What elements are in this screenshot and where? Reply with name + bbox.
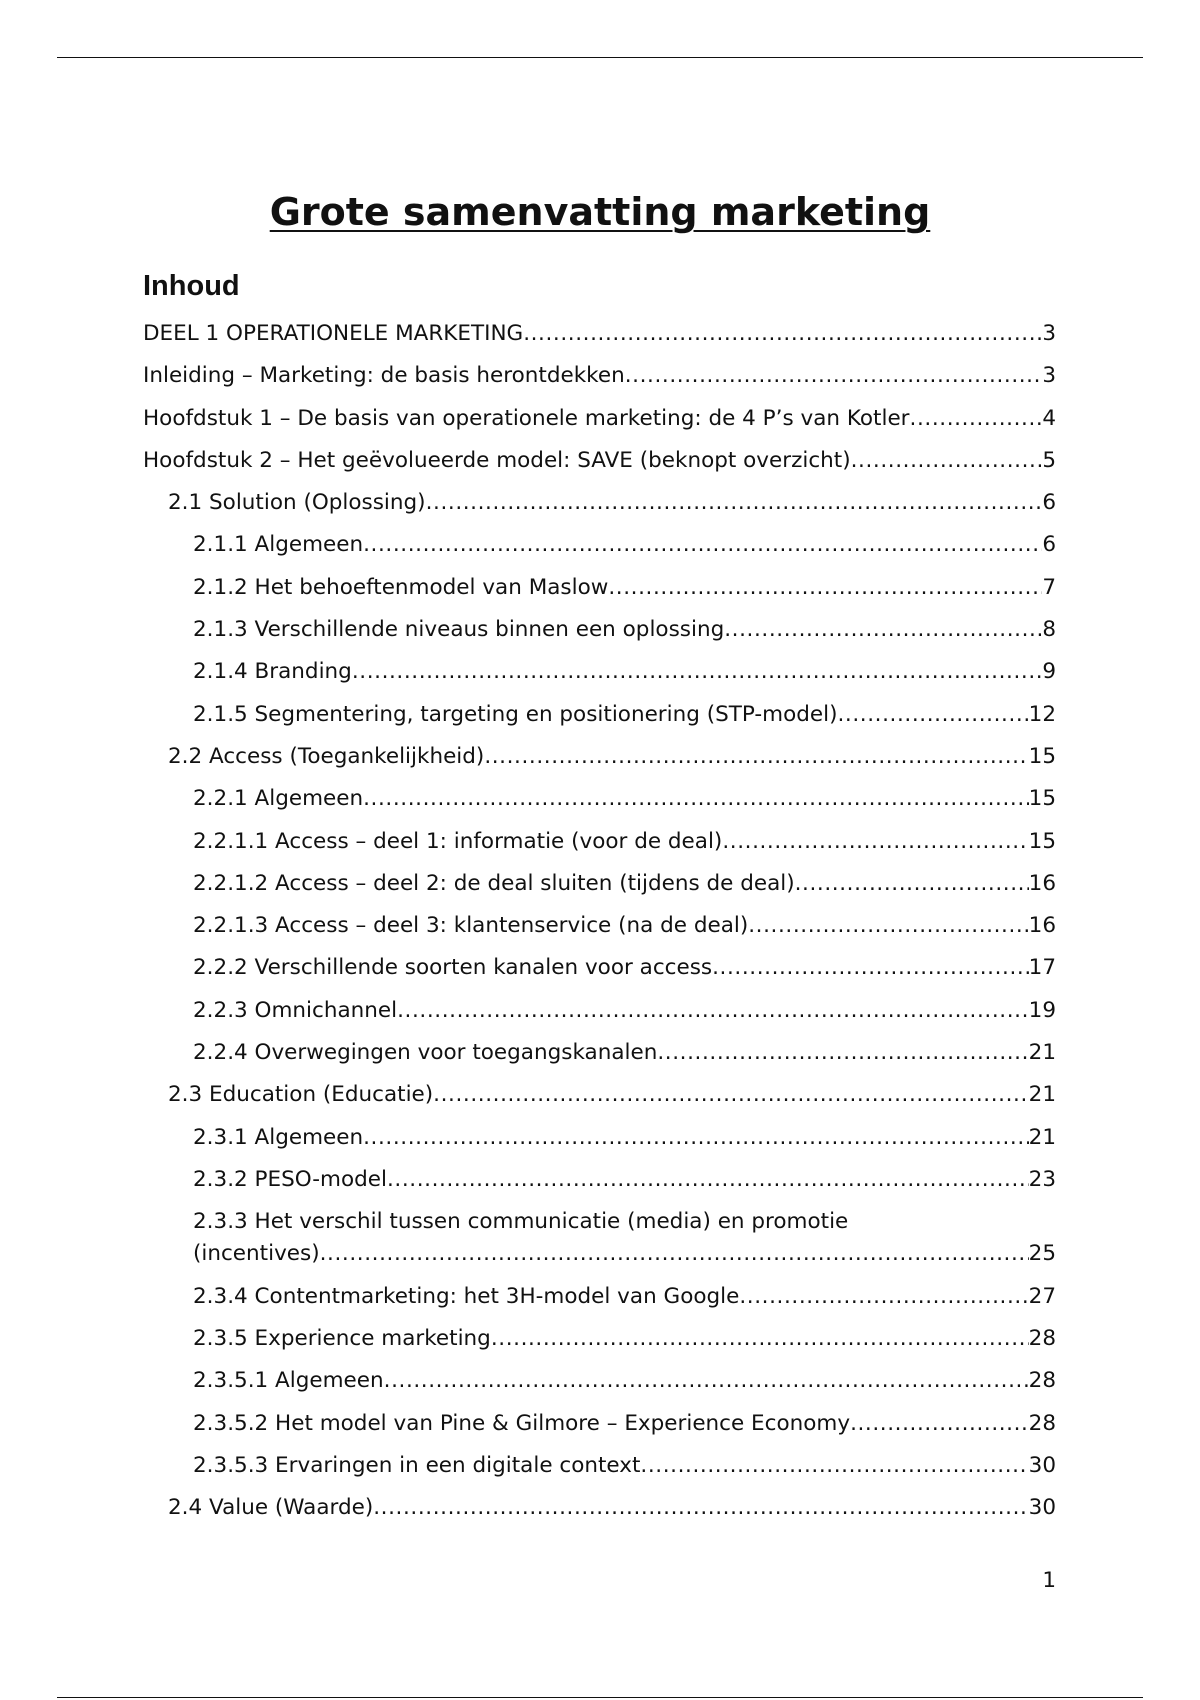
toc-entry-page: 27 [1028,1283,1056,1309]
toc-entry[interactable] [143,1492,1056,1534]
toc-entry-page: 28 [1028,1326,1056,1352]
toc-entry-line [143,318,1056,350]
dot-leader [373,1492,1028,1524]
toc-entry[interactable] [143,403,1056,445]
toc-entry-title: Inleiding – Marketing: de basis herontdekken [143,363,625,389]
toc-entry-page: 25 [1028,1241,1056,1267]
toc-heading: Inhoud [143,270,240,302]
toc-entry-page: 6 [1042,490,1056,516]
toc-entry[interactable] [143,868,1056,910]
toc-entry[interactable] [143,826,1056,868]
dot-leader [910,403,1043,435]
header-rule [57,57,1143,58]
toc-entry[interactable] [143,1450,1056,1492]
toc-entry[interactable] [143,741,1056,783]
dot-leader [484,741,1028,773]
toc-entry-title: 2.1.3 Verschillende niveaus binnen een oplossing [193,617,725,643]
page-number: 1 [1042,1568,1056,1593]
toc-entry-line [193,868,1056,900]
toc-entry-title: 2.1.5 Segmentering, targeting en positionering (STP-model) [193,701,838,727]
toc-entry[interactable] [143,952,1056,994]
toc-entry[interactable] [143,1122,1056,1164]
toc-entry[interactable] [143,1079,1056,1121]
toc-entry-title: 2.1.2 Het behoeftenmodel van Maslow [193,574,609,600]
toc-entry-line [193,1450,1056,1482]
toc-entry-line [193,614,1056,646]
toc-entry-title: 2.3.5 Experience marketing [193,1326,491,1352]
toc-entry-title: 2.2.1.3 Access – deel 3: klantenservice (na de deal) [193,913,749,939]
toc-entry-title: Hoofdstuk 1 – De basis van operationele marketing: de 4 P’s van Kotler [143,405,910,431]
toc-entry-page: 28 [1028,1410,1056,1436]
toc-entry-line [193,1238,1056,1270]
toc-entry-line [193,952,1056,984]
toc-entry[interactable] [143,572,1056,614]
toc-entry-line [143,403,1056,435]
toc-entry[interactable] [143,1408,1056,1450]
dot-leader [724,614,1042,646]
toc-entry-page: 21 [1028,1040,1056,1066]
toc-entry-page: 28 [1028,1368,1056,1394]
toc-entry-title: 2.2.1.2 Access – deel 2: de deal sluiten (tijdens de deal) [193,870,795,896]
toc-entry-page: 7 [1042,574,1056,600]
toc-entry-title: 2.1.4 Branding [193,659,352,685]
dot-leader [384,1365,1029,1397]
toc-entry-line [193,1408,1056,1440]
toc-entry-line [193,699,1056,731]
dot-leader [363,529,1042,561]
dot-leader [795,868,1029,900]
toc-entry-line [143,445,1056,477]
toc-entry[interactable] [143,656,1056,698]
toc-entry-page: 15 [1028,786,1056,812]
toc-entry-page: 15 [1028,828,1056,854]
toc-entry-page: 3 [1042,321,1056,346]
toc-entry-page: 17 [1028,955,1056,981]
toc-entry-title: 2.3.4 Contentmarketing: het 3H-model van Google [193,1283,740,1309]
toc-entry-title: 2.3.5.1 Algemeen [193,1368,384,1394]
toc-entry[interactable] [143,1281,1056,1323]
toc-entry-page: 9 [1042,659,1056,685]
toc-entry[interactable] [143,614,1056,656]
toc-entry-line [143,360,1056,392]
dot-leader [712,952,1029,984]
toc-entry-title: 2.2.2 Verschillende soorten kanalen voor access [193,955,713,981]
toc-entry-title: 2.4 Value (Waarde) [168,1495,374,1521]
dot-leader [640,1450,1028,1482]
toc-entry-title: 2.1 Solution (Oplossing) [168,490,426,516]
toc-entry-page: 21 [1028,1082,1056,1108]
toc-entry-page: 16 [1028,913,1056,939]
toc-entry[interactable] [143,1037,1056,1079]
toc-entry-line [193,995,1056,1027]
dot-leader [739,1281,1028,1313]
toc-entry-line [193,1323,1056,1355]
toc-entry-line [193,1037,1056,1069]
toc-entry-line [193,572,1056,604]
toc-entry-line [193,529,1056,561]
toc-entry[interactable] [143,910,1056,952]
dot-leader [837,699,1028,731]
toc-entry-title: Hoofdstuk 2 – Het geëvolueerde model: SAVE (beknopt overzicht) [143,447,851,473]
toc-entry-title: 2.3.5.3 Ervaringen in een digitale context [193,1452,641,1478]
toc-entry[interactable] [143,699,1056,741]
toc-entry[interactable] [143,1206,1056,1281]
footer-rule [57,1697,1143,1698]
toc-entry-line [168,487,1056,519]
toc-entry-line [168,1492,1056,1524]
toc-entry-title: 2.2.3 Omnichannel [193,997,398,1023]
toc-entry-title: 2.2.1 Algemeen [193,786,364,812]
dot-leader [491,1323,1029,1355]
toc-entry-title: 2.3.5.2 Het model van Pine & Gilmore – Experience Economy [193,1410,851,1436]
dot-leader [363,783,1029,815]
toc-entry-line [193,910,1056,942]
toc-entry-line [193,826,1056,858]
toc-entry-title: 2.2.4 Overwegingen voor toegangskanalen [193,1040,658,1066]
dot-leader [625,360,1043,392]
toc-entry-page: 23 [1028,1166,1056,1192]
toc-entry-line [193,1365,1056,1397]
toc-entry-line [193,656,1056,688]
dot-leader [748,910,1028,942]
toc-entry-page: 15 [1028,743,1056,769]
dot-leader [850,1408,1029,1440]
toc-entry-line [168,1079,1056,1111]
dot-leader [320,1238,1029,1270]
toc-entry-page: 6 [1042,532,1056,558]
dot-leader [433,1079,1028,1111]
toc-entry-line [193,1164,1056,1196]
dot-leader [352,656,1042,688]
toc-entry-page: 21 [1028,1124,1056,1150]
toc-entry-title: 2.3.2 PESO-model [193,1166,387,1192]
document-title: Grote samenvatting marketing [269,190,931,234]
toc-entry-line [168,741,1056,773]
dot-leader [523,318,1042,350]
toc-entry-line [193,1122,1056,1154]
toc-entry-page: 8 [1042,617,1056,643]
toc-entry[interactable] [143,1365,1056,1407]
toc-entry[interactable] [143,995,1056,1037]
toc-entry-page: 16 [1028,870,1056,896]
toc-entry-title: 2.1.1 Algemeen [193,532,364,558]
toc-entry-page: 5 [1042,447,1056,473]
toc-entry-line [193,783,1056,815]
toc-entry-title: 2.2.1.1 Access – deel 1: informatie (voor de deal) [193,828,723,854]
dot-leader [426,487,1043,519]
toc-entry-page: 30 [1028,1452,1056,1478]
toc-entry[interactable] [143,1323,1056,1365]
toc-entry-title-continued: (incentives) [193,1241,320,1267]
toc-entry-title: 2.3.3 Het verschil tussen communicatie (media) en promotie [193,1209,849,1235]
toc-entry-line [193,1281,1056,1313]
toc-entry-page: 3 [1042,363,1056,389]
toc-entry[interactable] [143,445,1056,487]
dot-leader [363,1122,1029,1154]
toc-entry-title: 2.3.1 Algemeen [193,1124,364,1150]
toc-entry[interactable] [143,1164,1056,1206]
dot-leader [387,1164,1029,1196]
dot-leader [608,572,1042,604]
toc-entry[interactable] [143,783,1056,825]
dot-leader [397,995,1029,1027]
toc-entry-title: 2.2 Access (Toegankelijkheid) [168,743,485,769]
toc-entry-page: 4 [1042,405,1056,431]
toc-entry-page: 12 [1028,701,1056,727]
toc-entry-title: DEEL 1 OPERATIONELE MARKETING [143,321,524,346]
dot-leader [657,1037,1028,1069]
toc-entry-page: 19 [1028,997,1056,1023]
toc-entry[interactable] [143,360,1056,402]
dot-leader [851,445,1043,477]
dot-leader [722,826,1028,858]
toc-entry[interactable] [143,318,1056,360]
toc-entry-page: 30 [1028,1495,1056,1521]
toc-entry[interactable] [143,487,1056,529]
toc-entry[interactable] [143,529,1056,571]
toc-entry-title: 2.3 Education (Educatie) [168,1082,434,1108]
table-of-contents [143,318,1056,1535]
